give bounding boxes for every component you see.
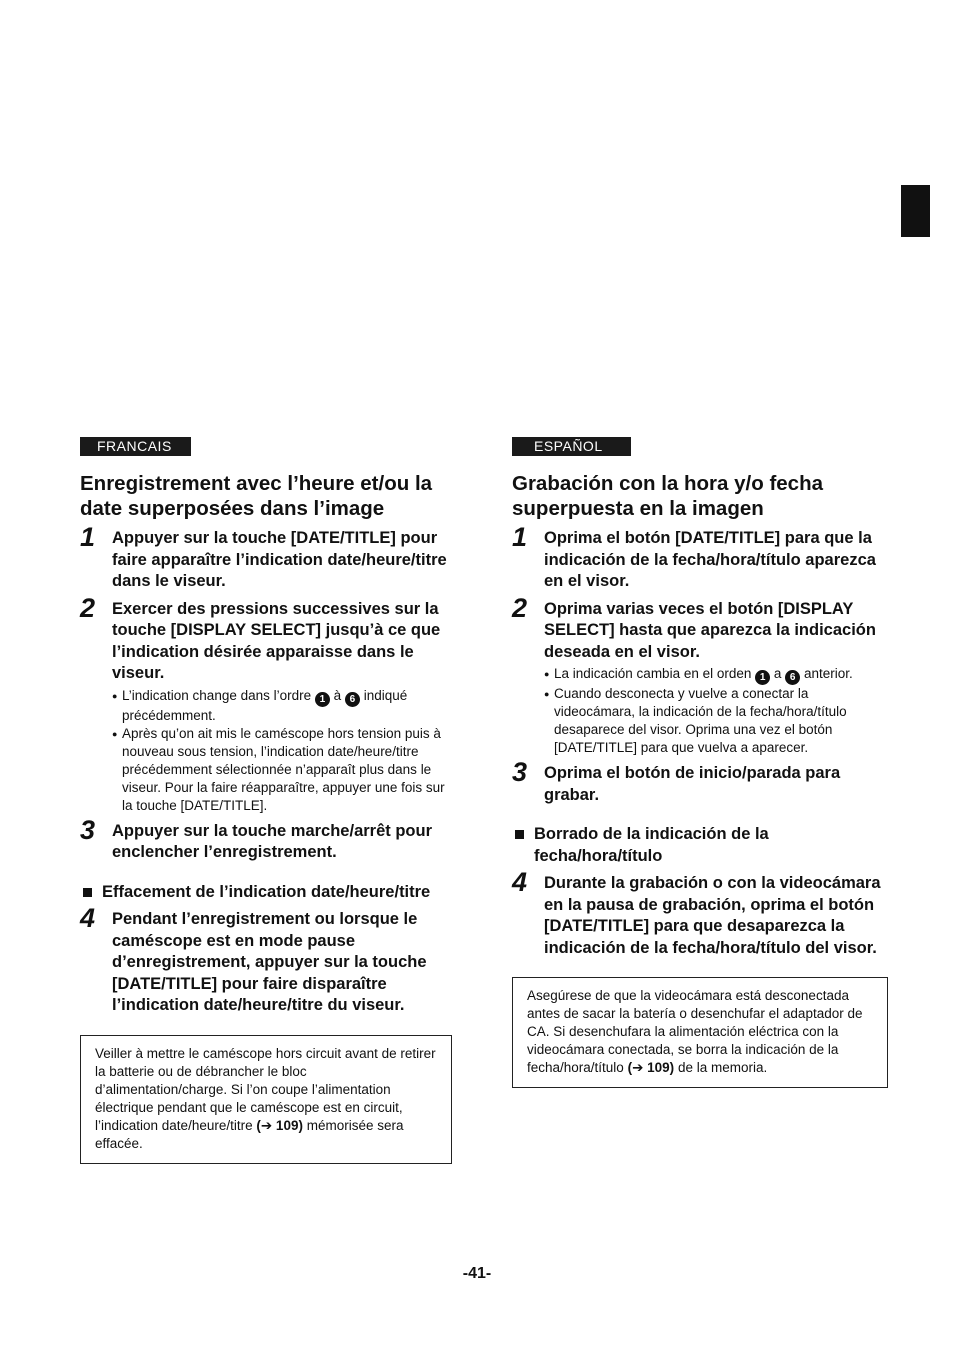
note-order: ● L’indication change dans l’ordre 1 à 6 indiqué précédemment. [112,687,452,725]
circled-number-icon: 6 [785,670,800,685]
subsection-heading-fr: Effacement de l’indication date/heure/titre [80,882,452,904]
note-power: ● Après qu’on ait mis le caméscope hors tension puis à nouveau sous tension, l’indication date/heure/titre précédemment sélectionnée n’apparaît plus dans le viseur. Pour la faire réapparaître, appuyer une fois sur la touche [DATE/TITLE]. [112,725,452,815]
subsection-heading-es: Borrado de la indicación de la fecha/hora/título [512,824,888,867]
step-number: 2 [80,592,96,623]
french-column [80,437,452,1164]
circled-number-icon: 1 [755,670,770,685]
language-label-fr: FRANCAIS [80,437,191,456]
language-label-es: ESPAÑOL [512,437,631,456]
note-order: ● La indicación cambia en el orden 1 a 6 anterior. [544,665,888,685]
notice-box-es: Asegúrese de que la videocámara está desconectada antes de sacar la batería o desenchufar el adaptador de CA. Si desenchufara la alimentación eléctrica con la videocámara conectada, se borra la indicación de la fecha/hora/título (➔ 109) de la memoria. [512,977,888,1088]
step-text: Appuyer sur la touche [DATE/TITLE] pour faire apparaître l’indication date/heure/titre dans le viseur. [112,529,447,590]
spanish-column [512,437,888,1088]
section-title-es: Grabación con la hora y/o fecha superpuesta en la imagen [512,472,824,520]
step-2-fr [80,592,452,815]
step-number: 4 [80,903,96,933]
step-4-fr [80,903,452,1017]
step-text: Appuyer sur la touche marche/arrêt pour enclencher l’enregistrement. [112,821,433,861]
square-bullet-icon [83,888,92,897]
step-number: 1 [512,522,528,552]
section-edge-tab [901,185,930,237]
step-notes [112,687,452,815]
step-3-fr [80,814,452,864]
note-power: ● Cuando desconecta y vuelve a conectar la videocámara, la indicación de la fecha/hora/título desaparece del visor. Oprima una vez el botón [DATE/TITLE] para que vuelva a aparecer. [544,685,888,757]
page-number: -41- [462,1265,492,1282]
square-bullet-icon [515,830,524,839]
step-4-es [512,867,888,959]
step-text: Pendant l’enregistrement ou lorsque le caméscope est en mode pause d’enregistrement, appuyer sur la touche [DATE/TITLE] pour faire disparaître l’indication date/heure/titre du viseur. [112,910,427,1014]
step-1-fr [80,522,452,593]
step-2-es [512,592,888,758]
step-notes [544,665,888,757]
step-text: Exercer des pressions successives sur la touche [DISPLAY SELECT] jusqu’à ce que l’indication désirée apparaisse dans le viseur. [112,599,441,682]
step-1-es [512,522,888,593]
step-text: Oprima varias veces el botón [DISPLAY SELECT] hasta que aparezca la indicación deseada en el visor. [544,599,876,661]
step-text: Oprima el botón de inicio/parada para grabar. [544,764,841,804]
page-reference: (➔ 109) [256,1117,303,1133]
step-number: 3 [512,757,528,787]
step-number: 2 [512,592,528,623]
notice-box-fr: Veiller à mettre le caméscope hors circuit avant de retirer la batterie ou de débrancher le bloc d’alimentation/charge. Si l’on coupe l’alimentation électrique pendant que le caméscope est en circuit, l’indication date/heure/titre (➔ 109) mémorisée sera effacée. [80,1035,452,1164]
step-number: 1 [80,522,96,552]
circled-number-icon: 1 [315,692,330,707]
step-number: 3 [80,814,96,845]
circled-number-icon: 6 [345,692,360,707]
page-reference: (➔ 109) [627,1060,675,1075]
step-text: Durante la grabación o con la videocámara en la pausa de grabación, oprima el botón [DATE/TITLE] para que desaparezca la indicación de la fecha/hora/título del visor. [544,874,881,957]
section-title-fr: Enregistrement avec l’heure et/ou la date superposées dans l’image [80,472,433,520]
step-text: Oprima el botón [DATE/TITLE] para que la indicación de la fecha/hora/título aparezca en el visor. [544,529,876,590]
step-3-es [512,757,888,806]
step-number: 4 [512,867,528,897]
